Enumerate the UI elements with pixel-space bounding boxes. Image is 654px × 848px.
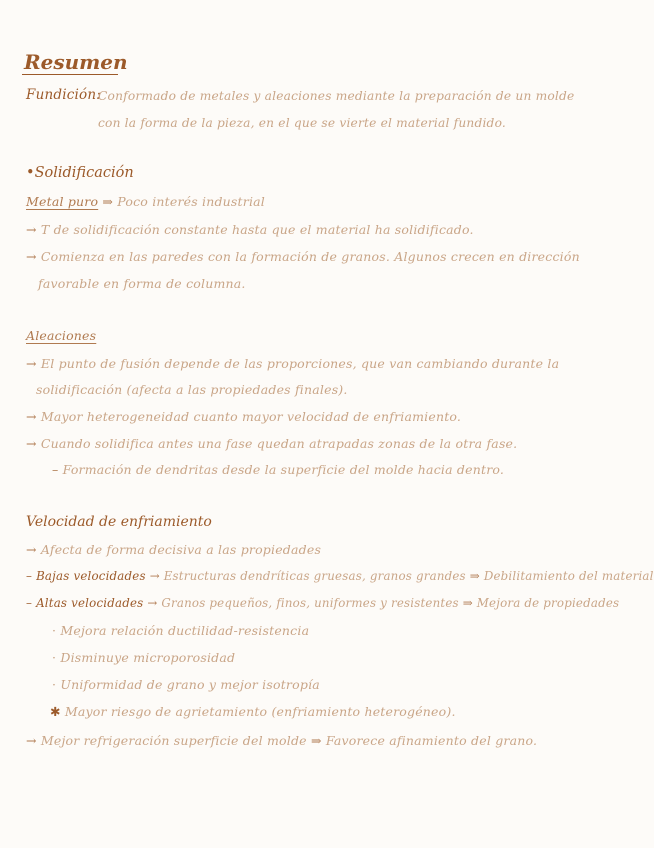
arrow-icon: → xyxy=(26,249,37,264)
bajas-label: Bajas velocidades xyxy=(36,569,146,583)
altas-subitem: · Disminuye microporosidad xyxy=(52,650,236,665)
mejor-refrigeracion-row xyxy=(26,735,537,748)
arrow-icon: → xyxy=(26,409,37,424)
asterisk-icon: ✱ xyxy=(50,704,61,719)
altas-row xyxy=(26,598,619,610)
bajas-row xyxy=(26,571,654,583)
title-underline xyxy=(22,74,118,75)
solidificacion-heading: •Solidificación xyxy=(26,165,134,181)
implies-arrow: ⇒ xyxy=(462,596,473,610)
altas-text: Granos pequeños, finos, uniformes y resistentes xyxy=(161,596,459,610)
bajas-result: Debilitamiento del material xyxy=(483,569,654,583)
bajas-text: Estructuras dendríticas gruesas, granos grandes xyxy=(163,569,466,583)
arrow-icon: → xyxy=(147,596,158,610)
velocidad-heading: Velocidad de enfriamiento xyxy=(26,514,212,530)
altas-label: Altas velocidades xyxy=(36,596,144,610)
page-title: Resumen xyxy=(24,50,128,74)
arrow-icon: → xyxy=(26,542,37,557)
aleaciones-label: Aleaciones xyxy=(26,328,97,343)
mejor-text: Mejor refrigeración superficie del molde xyxy=(40,733,307,748)
fundicion-label: Fundición: xyxy=(26,87,101,103)
dash-marker: – xyxy=(52,462,59,477)
mejor-result: Favorece afinamiento del grano. xyxy=(325,733,538,748)
altas-subitem: · Uniformidad de grano y mejor isotropía xyxy=(52,677,320,692)
aleaciones-item: → El punto de fusión depende de las proporciones, que van cambiando durante la xyxy=(26,356,560,371)
fundicion-definition-line-2: con la forma de la pieza, en el que se vierte el material fundido. xyxy=(98,116,506,130)
arrow-icon: → xyxy=(149,569,160,583)
aleaciones-item: → Cuando solidifica antes una fase quedan atrapadas zonas de la otra fase. xyxy=(26,436,518,451)
arrow-icon: → xyxy=(26,733,37,748)
aleaciones-subitem: – Formación de dendritas desde la superficie del molde hacia dentro. xyxy=(52,462,505,477)
metal-puro-row xyxy=(26,196,265,209)
implies-arrow: ⇒ xyxy=(102,194,114,209)
bullet-dot: · xyxy=(52,650,57,665)
bullet-dot: • xyxy=(26,165,35,181)
arrow-icon: → xyxy=(26,222,37,237)
implies-arrow: ⇒ xyxy=(469,569,480,583)
arrow-icon: → xyxy=(26,356,37,371)
dash-marker: – xyxy=(26,569,33,583)
dash-marker: – xyxy=(26,596,33,610)
arrow-icon: → xyxy=(26,436,37,451)
fundicion-definition-line-1: Conformado de metales y aleaciones mediante la preparación de un molde xyxy=(98,89,575,103)
velocidad-affect: → Afecta de forma decisiva a las propiedades xyxy=(26,542,322,557)
aleaciones-item: → Mayor heterogeneidad cuanto mayor velocidad de enfriamiento. xyxy=(26,409,462,424)
solidificacion-item-cont: favorable en forma de columna. xyxy=(38,276,246,291)
altas-subitem: · Mejora relación ductilidad-resistencia xyxy=(52,623,310,638)
solidificacion-item: → Comienza en las paredes con la formación de granos. Algunos crecen en dirección xyxy=(26,249,580,264)
bullet-dot: · xyxy=(52,677,57,692)
bullet-dot: · xyxy=(52,623,57,638)
solidificacion-item: → T de solidificación constante hasta que el material ha solidificado. xyxy=(26,222,474,237)
aleaciones-item-cont: solidificación (afecta a las propiedades finales). xyxy=(36,382,348,397)
metal-puro-note: Poco interés industrial xyxy=(117,194,265,209)
metal-puro-label: Metal puro xyxy=(26,194,99,209)
altas-result: Mejora de propiedades xyxy=(476,596,620,610)
implies-arrow: ⇒ xyxy=(310,733,322,748)
altas-subitem: ✱ Mayor riesgo de agrietamiento (enfriamiento heterogéneo). xyxy=(50,704,456,719)
